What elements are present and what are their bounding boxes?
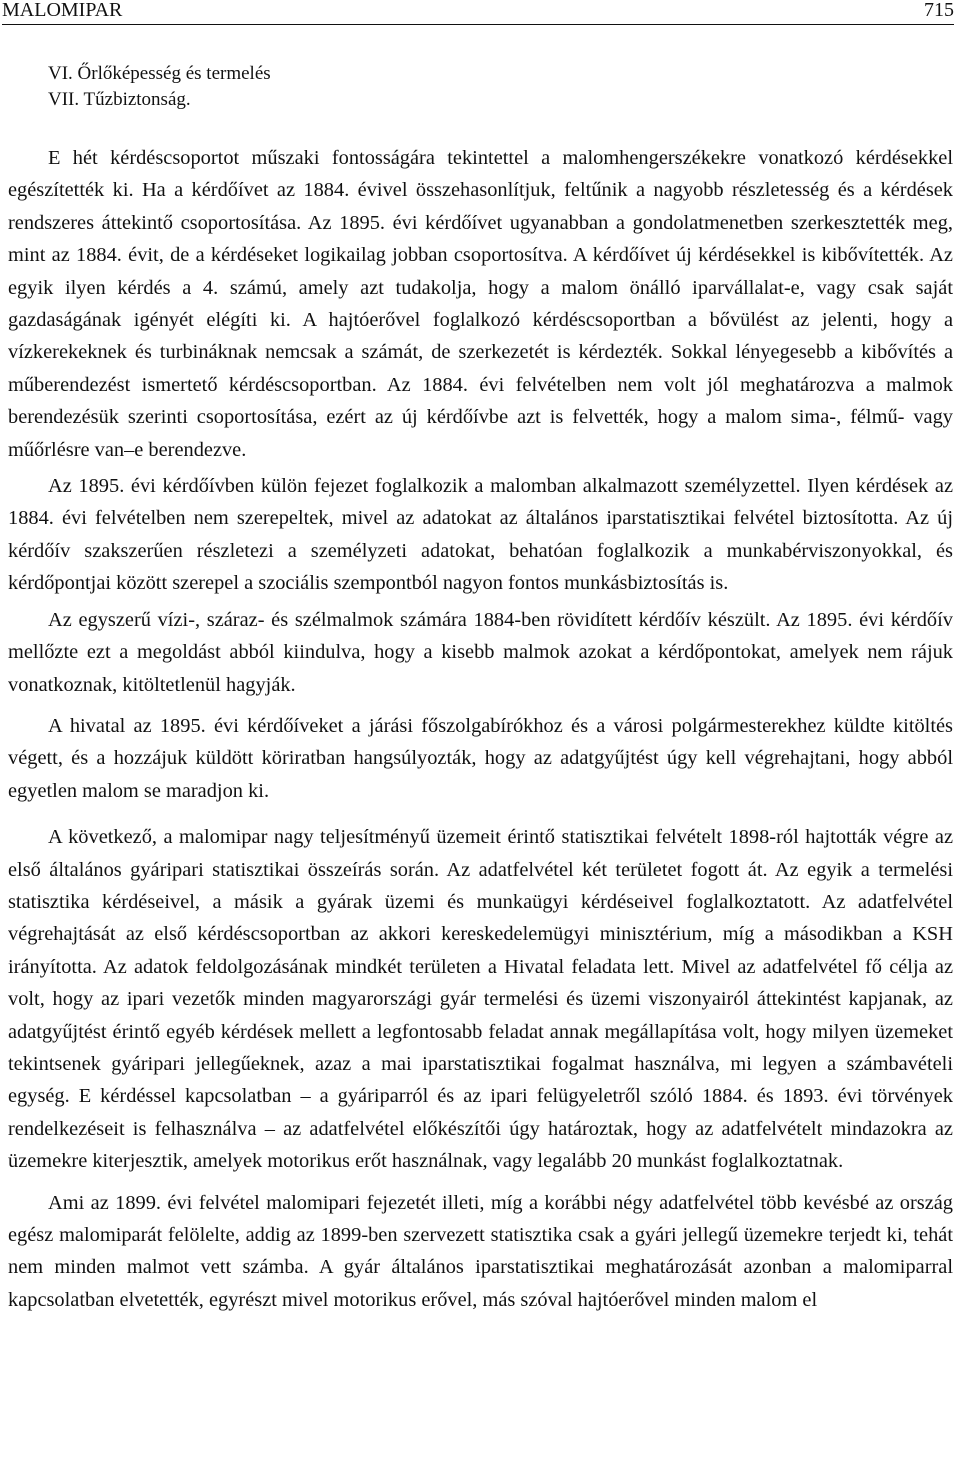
paragraph: A hivatal az 1895. évi kérdőíveket a járási főszolgabírókhoz és a városi polgármesterekhez küldte kitöltés végett, és a hozzájuk küldött köriratban hangsúlyozták, hogy az adatgyűjtést úgy kell végrehajtani, hogy abból egyetlen malom se maradjon ki.	[8, 714, 953, 802]
chapter-list	[48, 61, 271, 113]
body-text	[8, 142, 953, 1316]
page-number: 715	[924, 0, 954, 21]
paragraph: E hét kérdéscsoportot műszaki fontosságára tekintettel a malomhengerszékekre vonatkozó kérdésekkel egészítették ki. Ha a kérdőívet az 1884. évivel összehasonlítjuk, feltűnik a nagyobb részletesség és a kérdések rendszeres áttekintő csoportosítása. Az 1895. évi kérdőívet ugyanabban a gondolatmenetben szerkesztették meg, mint az 1884. évit, de a kérdéseket logikailag jobban csoportosítva. A kérdőívet új kérdésekkel is kibővítették. Az egyik ilyen kérdés a 4. számú, amely azt tudakolja, hogy a malom önálló iparvállalat-e, vagy csak saját gazdaságának igényét elégíti ki. A hajtóerővel foglalkozó kérdéscsoportban a bővülést az jelenti, hogy a vízkerekeknek és turbináknak nemcsak a számát, de szerkezetét is kérdezték. Sokkal lényegesebb a kibővítés a műberendezést ismertető kérdéscsoportban. Az 1884. évi felvételben nem volt jól meghatározva a malmok berendezésük szerinti csoportosítása, ezért az új kérdőívbe azt is felvették, hogy a malom sima-, félmű- vagy műőrlésre van–e berendezve.	[8, 147, 953, 461]
chapter-list-item: VI. Őrlőképesség és termelés	[48, 63, 271, 84]
running-title: MALOMIPAR	[2, 0, 123, 21]
paragraph: Az 1895. évi kérdőívben külön fejezet foglalkozik a malomban alkalmazott személyzettel. Ilyen kérdések az 1884. évi felvételben nem szerepeltek, mivel az adatokat az általános iparstatisztikai felvétel biztosította. Az új kérdőív szakszerűen részletezi a személyzeti adatokat, behatóan foglalkozik a munkabérviszonyokkal, és kérdőpontjai között szerepel a szociális szempontból nagyon fontos munkásbiztosítás is.	[8, 475, 953, 595]
chapter-list-item: VII. Tűzbiztonság.	[48, 89, 191, 110]
paragraph: Az egyszerű vízi-, száraz- és szélmalmok számára 1884-ben rövidített kérdőív készült. Az 1895. évi kérdőív mellőzte ezt a megoldást abból kiindulva, hogy a kisebb malmok azokat a kérdőpontokat, amelyek nem rájuk vonatkoznak, kitöltetlenül hagyják.	[8, 608, 953, 696]
header-rule	[2, 24, 954, 25]
running-header	[2, 0, 954, 26]
paragraph: A következő, a malomipar nagy teljesítményű üzemeit érintő statisztikai felvételt 1898-ról hajtották végre az első általános gyáripari statisztikai összeírás során. Az adatfelvétel két területet fogott át. Az egyik a termelési statisztika kérdéseivel, a másik a gyárak üzemi és munkaügyi kérdéseivel foglalkoztatott. Az adatfelvétel végrehajtását az első kérdéscsoportban az akkori kereskedelemügyi minisztérium, míg a másodikban a KSH irányította. Az adatok feldolgozásának mindkét területen a Hivatal feladata lett. Mivel az adatfelvétel fő célja az volt, hogy az ipari vezetők minden magyarországi gyár termelési és üzemi viszonyairól áttekintést kapjanak, az adatgyűjtést érintő egyéb kérdések mellett a legfontosabb feladat annak megállapítása volt, hogy milyen üzemeket tekintsenek gyáripari jellegűeknek, azaz a mai iparstatisztikai fogalmat használva, mi legyen a számbavételi egység. E kérdéssel kapcsolatban – a gyáriparról és az ipari felügyeletről szóló 1884. és 1893. évi törvények rendelkezéseit is felhasználva – az adatfelvétel előkészítői úgy határoztak, hogy az adatfelvételt mindazokra az üzemekre kiterjesztik, amelyek motorikus erőt használnak, vagy legalább 20 munkást foglalkoztatnak.	[8, 826, 953, 1173]
paragraph: Ami az 1899. évi felvétel malomipari fejezetét illeti, míg a korábbi négy adatfelvétel több kevésbé az ország egész malomiparát felölelte, addig az 1899-ben szervezett statisztika csak a gyári jellegű üzemekre terjedt ki, tehát nem minden malmot vett számba. A gyár általános iparstatisztikai meghatározását azonban a malomiparral kapcsolatban elvetették, egyrészt mivel motorikus erővel, más szóval hajtóerővel minden malom el	[8, 1191, 953, 1311]
